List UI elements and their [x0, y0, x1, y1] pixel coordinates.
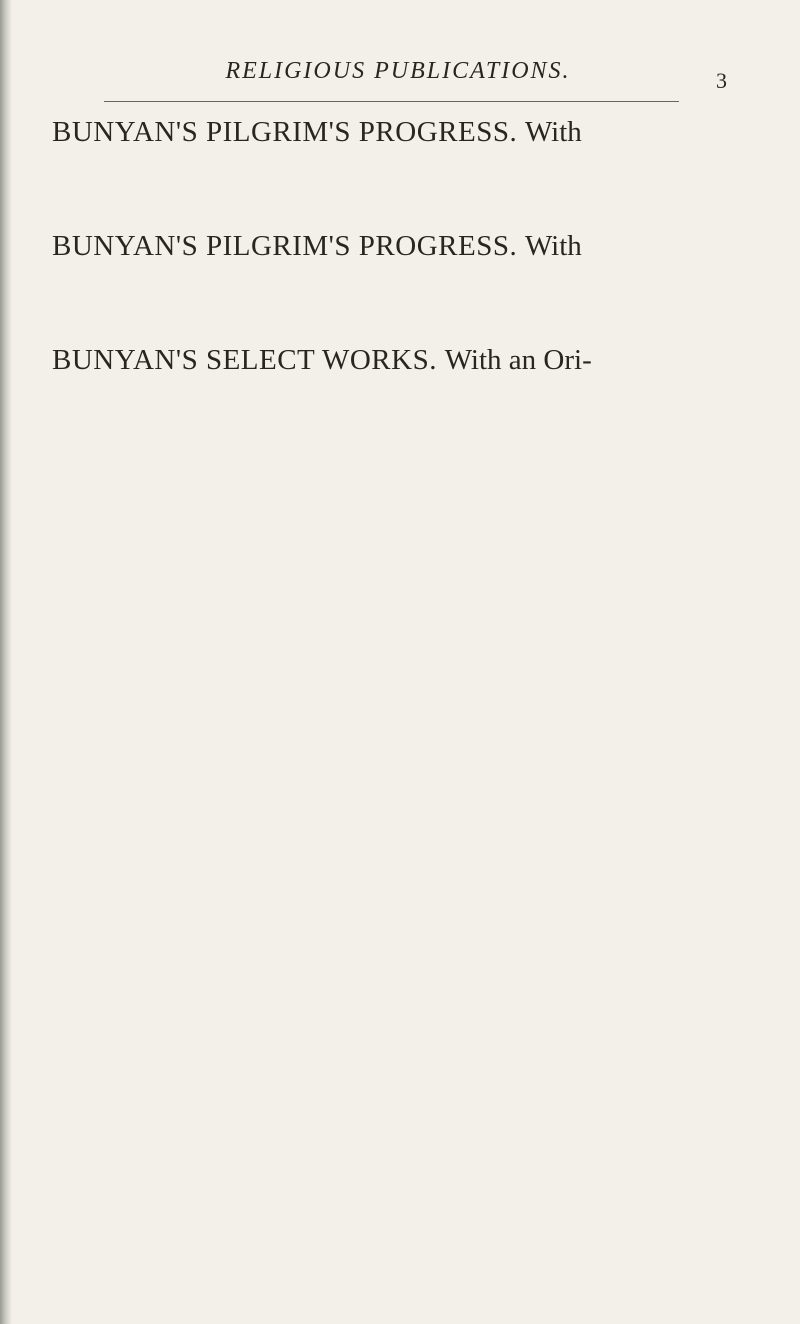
header-rule — [104, 101, 679, 102]
running-head: RELIGIOUS PUBLICATIONS. — [225, 58, 571, 84]
page-edge-shadow — [0, 0, 12, 1324]
entry-title — [52, 230, 772, 262]
entry-title — [52, 116, 772, 148]
entry-pilgrims-progress-maguire — [52, 116, 772, 151]
entry-title-tail: With an Ori- — [444, 344, 592, 376]
entry-pilgrims-progress-mason — [52, 230, 772, 265]
entry-title — [52, 344, 772, 376]
entry-title-main: BUNYAN'S PILGRIM'S PROGRESS. — [52, 116, 518, 148]
page-number: 3 — [716, 68, 727, 93]
entry-title-tail: With — [524, 230, 582, 262]
entry-title-tail: With — [524, 116, 582, 148]
entry-title-main: BUNYAN'S PILGRIM'S PROGRESS. — [52, 230, 518, 262]
entry-bunyans-select-works — [52, 344, 772, 379]
entry-title-main: BUNYAN'S SELECT WORKS. — [52, 344, 437, 376]
